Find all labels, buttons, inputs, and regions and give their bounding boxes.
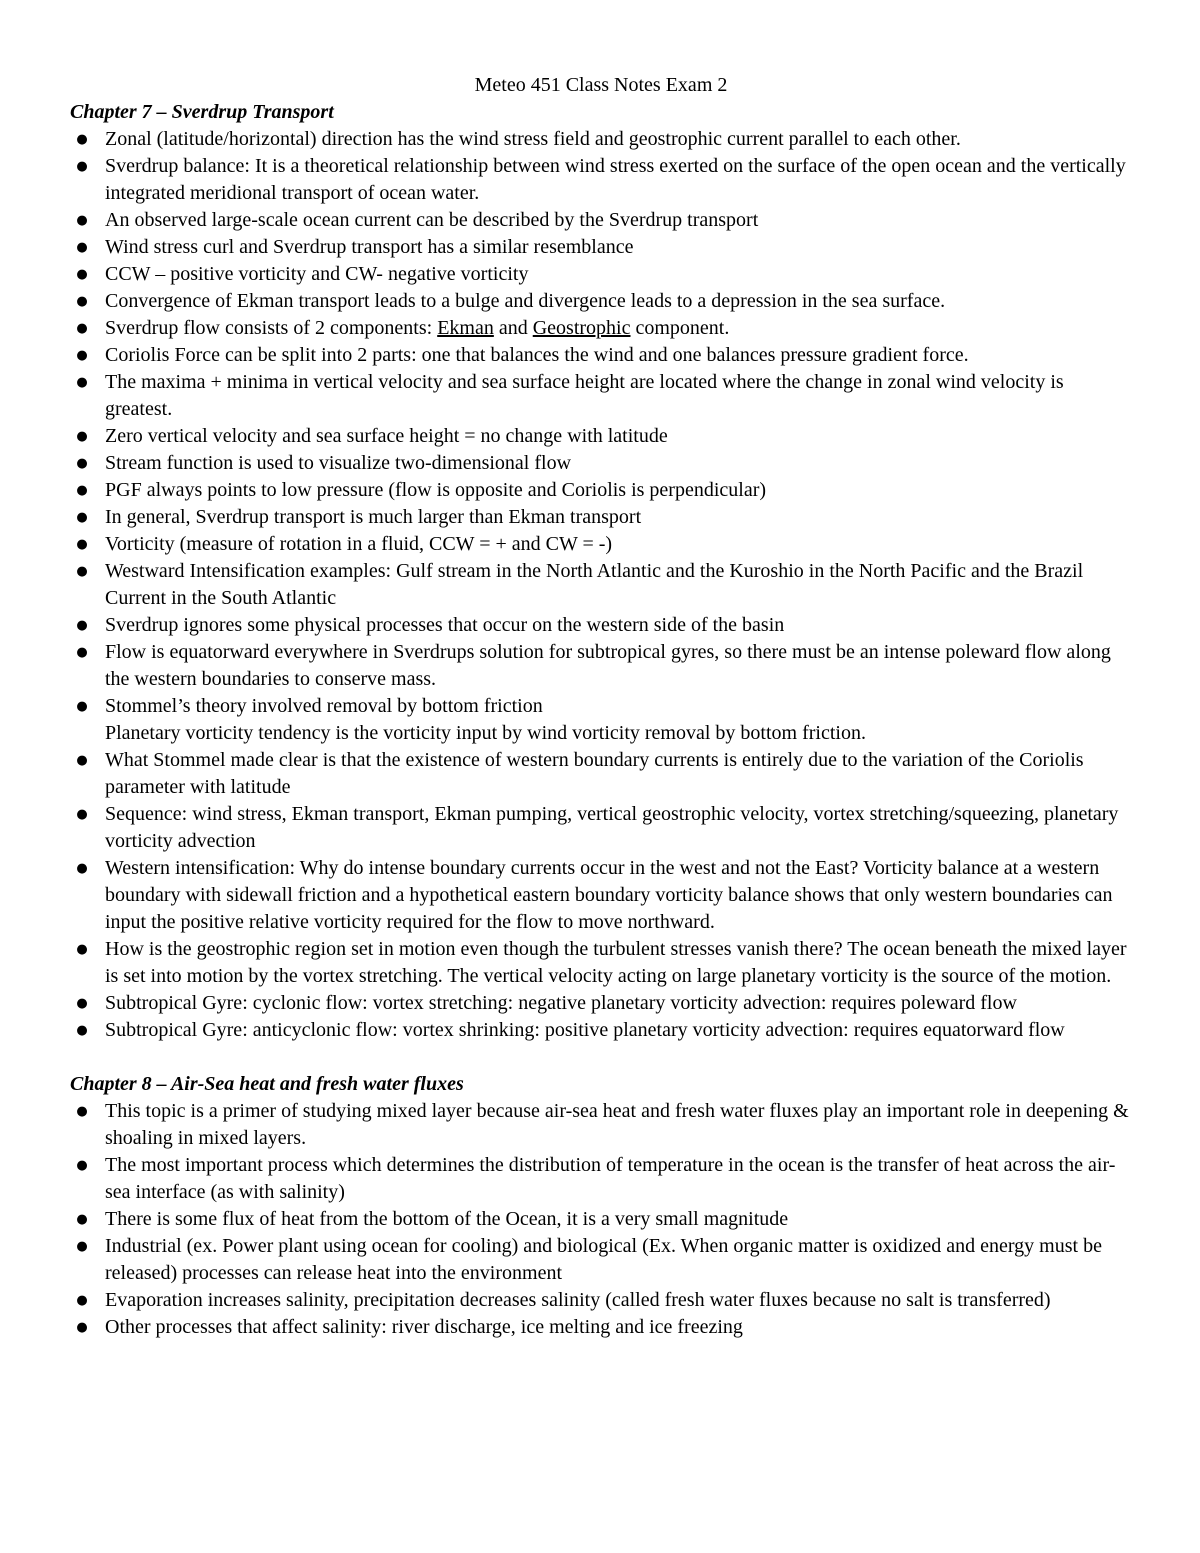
list-item: ● How is the geostrophic region set in motion even though the turbulent stresses vanish there? The ocean beneath the mixed layer is set into motion by the vortex stretching. The vertical velocity acting on large planetary vorticity is the source of the motion. <box>70 936 1132 990</box>
list-item: ● This topic is a primer of studying mixed layer because air-sea heat and fresh water fluxes play an important role in deepening & shoaling in mixed layers. <box>70 1098 1132 1152</box>
list-item-continuation: Planetary vorticity tendency is the vorticity input by wind vorticity removal by bottom friction. <box>105 722 866 744</box>
bullet-icon: ● <box>76 861 88 876</box>
underlined-term-ekman: Ekman <box>437 317 494 339</box>
document-title: Meteo 451 Class Notes Exam 2 <box>474 74 728 96</box>
bullet-icon: ● <box>76 996 88 1011</box>
list-item: ● Sverdrup balance: It is a theoretical relationship between wind stress exerted on the surface of the open ocean and the vertically integrated meridional transport of ocean water. <box>70 153 1132 207</box>
bullet-icon: ● <box>76 429 88 444</box>
list-item: ● Westward Intensification examples: Gulf stream in the North Atlantic and the Kuroshio in the North Pacific and the Brazil Current in the South Atlantic <box>70 558 1132 612</box>
chapter-7-list <box>70 126 1132 1044</box>
bullet-icon: ● <box>76 618 88 633</box>
list-item: ● Sverdrup flow consists of 2 components: Ekman and Geostrophic component. <box>70 315 1132 342</box>
list-item: ● What Stommel made clear is that the existence of western boundary currents is entirely due to the variation of the Coriolis parameter with latitude <box>70 747 1132 801</box>
list-item: ● Vorticity (measure of rotation in a fluid, CCW = + and CW = -) <box>70 531 1132 558</box>
list-item: ● In general, Sverdrup transport is much larger than Ekman transport <box>70 504 1132 531</box>
bullet-icon: ● <box>76 240 88 255</box>
list-item: ● Zero vertical velocity and sea surface height = no change with latitude <box>70 423 1132 450</box>
bullet-icon: ● <box>76 1212 88 1227</box>
bullet-icon: ● <box>76 753 88 768</box>
bullet-icon: ● <box>76 267 88 282</box>
list-item: ● The maxima + minima in vertical velocity and sea surface height are located where the change in zonal wind velocity is greatest. <box>70 369 1132 423</box>
list-item: ● There is some flux of heat from the bottom of the Ocean, it is a very small magnitude <box>70 1206 1132 1233</box>
bullet-icon: ● <box>76 807 88 822</box>
list-item: ● Industrial (ex. Power plant using ocean for cooling) and biological (Ex. When organic matter is oxidized and energy must be released) processes can release heat into the environment <box>70 1233 1132 1287</box>
list-item: ● Other processes that affect salinity: river discharge, ice melting and ice freezing <box>70 1314 1132 1341</box>
list-item: ● Flow is equatorward everywhere in Sverdrups solution for subtropical gyres, so there must be an intense poleward flow along the western boundaries to conserve mass. <box>70 639 1132 693</box>
list-item: ● Sequence: wind stress, Ekman transport, Ekman pumping, vertical geostrophic velocity, vortex stretching/squeezing, planetary vorticity advection <box>70 801 1132 855</box>
bullet-icon: ● <box>76 375 88 390</box>
bullet-icon: ● <box>76 132 88 147</box>
list-item: ● PGF always points to low pressure (flow is opposite and Coriolis is perpendicular) <box>70 477 1132 504</box>
bullet-icon: ● <box>76 645 88 660</box>
bullet-icon: ● <box>76 348 88 363</box>
list-item: ● Stream function is used to visualize two-dimensional flow <box>70 450 1132 477</box>
bullet-icon: ● <box>76 510 88 525</box>
bullet-icon: ● <box>76 1239 88 1254</box>
list-item: ● Coriolis Force can be split into 2 parts: one that balances the wind and one balances pressure gradient force. <box>70 342 1132 369</box>
bullet-icon: ● <box>76 699 88 714</box>
chapter-8-list <box>70 1098 1132 1341</box>
underlined-term-geostrophic: Geostrophic <box>532 317 631 339</box>
list-item: ● Subtropical Gyre: cyclonic flow: vortex stretching: negative planetary vorticity advection: requires poleward flow <box>70 990 1132 1017</box>
bullet-icon: ● <box>76 456 88 471</box>
bullet-icon: ● <box>76 564 88 579</box>
bullet-icon: ● <box>76 213 88 228</box>
list-item: ● Sverdrup ignores some physical processes that occur on the western side of the basin <box>70 612 1132 639</box>
bullet-icon: ● <box>76 483 88 498</box>
bullet-icon: ● <box>76 159 88 174</box>
list-item: ● Stommel’s theory involved removal by bottom friction Planetary vorticity tendency is the vorticity input by wind vorticity removal by bottom friction. <box>70 693 1132 747</box>
list-item: ● CCW – positive vorticity and CW- negative vorticity <box>70 261 1132 288</box>
list-item: ● Evaporation increases salinity, precipitation decreases salinity (called fresh water fluxes because no salt is transferred) <box>70 1287 1132 1314</box>
chapter-8-heading: Chapter 8 – Air-Sea heat and fresh water fluxes <box>70 1073 464 1095</box>
list-item: ● Convergence of Ekman transport leads to a bulge and divergence leads to a depression in the sea surface. <box>70 288 1132 315</box>
bullet-icon: ● <box>76 1293 88 1308</box>
list-item: ● Wind stress curl and Sverdrup transport has a similar resemblance <box>70 234 1132 261</box>
list-item: ● Zonal (latitude/horizontal) direction has the wind stress field and geostrophic current parallel to each other. <box>70 126 1132 153</box>
list-item: ● The most important process which determines the distribution of temperature in the ocean is the transfer of heat across the air-sea interface (as with salinity) <box>70 1152 1132 1206</box>
bullet-icon: ● <box>76 537 88 552</box>
bullet-icon: ● <box>76 294 88 309</box>
bullet-icon: ● <box>76 1320 88 1335</box>
bullet-icon: ● <box>76 1104 88 1119</box>
chapter-7-heading: Chapter 7 – Sverdrup Transport <box>70 101 334 123</box>
list-item: ● Subtropical Gyre: anticyclonic flow: vortex shrinking: positive planetary vorticity advection: requires equatorward flow <box>70 1017 1132 1044</box>
list-item: ● An observed large-scale ocean current can be described by the Sverdrup transport <box>70 207 1132 234</box>
bullet-icon: ● <box>76 1023 88 1038</box>
list-item: ● Western intensification: Why do intense boundary currents occur in the west and not the East? Vorticity balance at a western boundary with sidewall friction and a hypothetical eastern boundary vorticity balance shows that only western boundaries can input the positive relative vorticity required for the flow to move northward. <box>70 855 1132 936</box>
bullet-icon: ● <box>76 942 88 957</box>
bullet-icon: ● <box>76 1158 88 1173</box>
bullet-icon: ● <box>76 321 88 336</box>
document-page <box>70 72 1132 1341</box>
